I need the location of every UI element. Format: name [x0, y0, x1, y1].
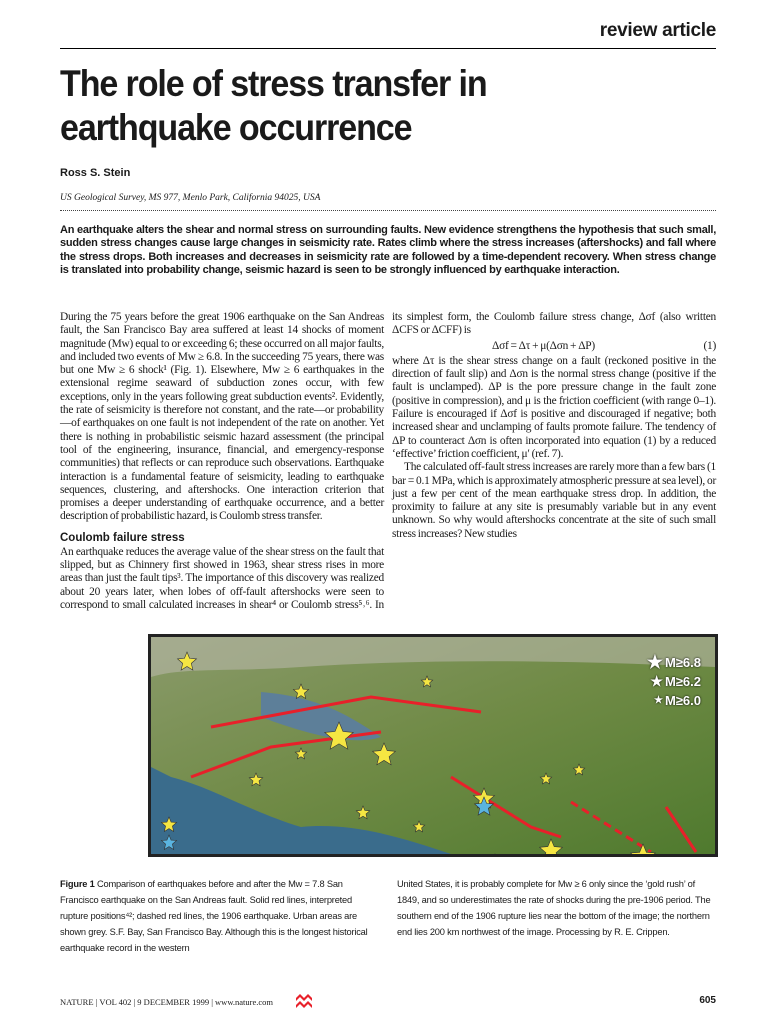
body-text-columns	[60, 311, 716, 629]
paragraph: During the 75 years before the great 1906 earthquake on the San Andreas fault, the San Francisco Bay area suffered at least 14 shocks of moment magnitude (Mw) equal to or exceeding 6; these occurred on all major faults, and included two events of Mw ≥ 6.8. In the succeeding 75 years, there was but one Mw ≥ 6 shock¹ (Fig. 1). Elsewhere, Mw ≥ 6 earthquakes in the extensional regime seaward of subduction zones occur, with few exceptions, only in the years following great subduction events². Evidently, the rate of seismicity is therefore not constant, and the rate—or probability—of earthquakes on one fault is not independent of the rate on another. Yet there is nothing in probabilistic seismic hazard assessment (the principal tool of the engineering, insurance, financial, and emergency-response communities) that reflects or can reproduce such observations. Earthquake interaction is a fundamental feature of seismicity, leading to earthquake sequences, clustering, and aftershocks. One interaction criterion that promises a deeper understanding of earthquake occurrence, and a better description of probabilistic hazard, is Coulomb stress transfer.	[60, 311, 384, 523]
map-image	[151, 637, 715, 854]
paragraph: The calculated off-fault stress increases are rarely more than a few bars (1 bar = 0.1 MPa, which is approximately atmospheric pressure at sea level), or just a few per cent of the mean earthquake stress drop. In addition, the proximity to failure at any site is presumably variable but in any event unknown. So why would aftershocks concentrate at the site of such small stress increases? New studies	[392, 461, 716, 540]
caption-right: United States, it is probably complete for Mw ≥ 6 only since the ‘gold rush’ of 1849, and so underestimates the rate of shocks during the pre-1906 period. The southern end of the 1906 rupture lies near the bottom of the image; the northern end lies 200 km northwest of the image. Processing by R. E. Crippen.	[397, 879, 711, 937]
figure-map	[148, 634, 718, 857]
paragraph: An earthquake reduces the average value of the shear stress on the fault that slipped, but as Chinnery first showed in 1963, shear stress rises in more areas than just the fault tips³. The importance of this discovery was realized about 20 years later, when lobes of off-fault aftershocks were seen to correspond to small calculated increases in shear⁴ or Coulomb stress⁵˒⁶. In its simplest form, the Coulomb failure stress change, Δσf (also written ΔCFS or ΔCFF) is	[60, 311, 716, 611]
affiliation: US Geological Survey, MS 977, Menlo Park, California 94025, USA	[60, 193, 321, 203]
section-heading: Coulomb failure stress	[60, 531, 185, 544]
article-title: The role of stress transfer in earthquake occurrence	[60, 63, 487, 148]
legend	[647, 653, 701, 710]
legend-item: ★ M≥6.8	[646, 652, 701, 672]
paragraph: where Δτ is the shear stress change on a fault (reckoned positive in the direction of fault slip) and Δσn is the normal stress change (positive if the fault is unclamped). ΔP is the pore pressure change in the fault zone (positive in compression), and μ is the friction coefficient (with range 0–1). Failure is encouraged if Δσf is positive and discouraged if negative; both increased shear and unclamping of faults promote failure. The tendency of ΔP to counteract Δσn is often incorporated into equation (1) by a reduced ‘effective’ friction coefficient, μ′ (ref. 7).	[392, 354, 716, 460]
section-label: review article	[599, 20, 716, 41]
caption-left	[60, 876, 380, 956]
page-number: 605	[699, 995, 716, 1006]
equation-text: Δσf = Δτ + μ(Δσn + ΔP)	[492, 339, 595, 352]
publisher-logo	[296, 994, 312, 1008]
caption-text: Comparison of earthquakes before and after the Mw = 7.8 San Francisco earthquake on the San Andreas fault. Solid red lines, interpreted rupture positions⁴²; dashed red lines, the 1906 earthquake. Urban areas are shown grey. S.F. Bay, San Francisco Bay. Although this is the longest historical earthquake record in the western	[60, 879, 368, 953]
dotted-rule	[60, 210, 716, 211]
top-rule	[60, 48, 716, 49]
equation-number: (1)	[703, 339, 716, 352]
legend-item: ★ M≥6.2	[650, 673, 701, 689]
legend-item: ★ M≥6.0	[653, 693, 701, 708]
author: Ross S. Stein	[60, 167, 131, 179]
figure-label: Figure 1	[60, 879, 95, 889]
equation	[392, 338, 716, 355]
footer-journal: NATURE | VOL 402 | 9 DECEMBER 1999 | www.nature.com	[60, 997, 274, 1007]
abstract: An earthquake alters the shear and normal stress on surrounding faults. New evidence strengthens the hypothesis that such small, sudden stress changes cause large changes in seismicity rate. Rates climb where the stress increases (aftershocks) and fall where the stress drops. Both increases and decreases in seismicity rate are followed by a time-dependent recovery. When stress change is translated into probability change, seismic hazard is seen to be strongly influenced by earthquake interaction.	[60, 224, 716, 277]
